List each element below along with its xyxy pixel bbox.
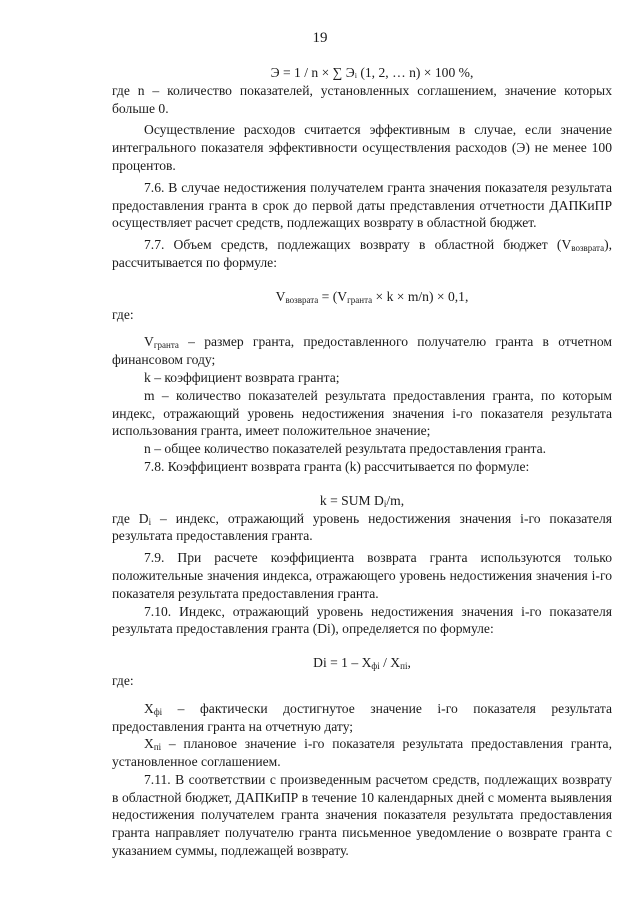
definition-x-plan: $X_{пi}$ – плановое значение i-го показателя результата предоставления гранта, установленное соглашением. <box>112 736 612 770</box>
formula-di: $Di = 1 - X_{фi} / X_{пi}$, <box>313 655 411 672</box>
paragraph-n-definition: где n – количество показателей, установленных соглашением, значение которых больше 0. <box>112 82 612 116</box>
formula-return-volume: $V_{возврата} = (V_{гранта} \times k \times m/n) \times 0,1$, <box>275 288 469 305</box>
paragraph-7-10: 7.10. Индекс, отражающий уровень недостижения значения i-го показателя результата предоставления гранта (Di), определяется по формуле: <box>112 603 612 637</box>
paragraph-7-11: 7.11. В соответствии с произведенным расчетом средств, подлежащих возврату в областной бюджет, ДАПКиПР в течение 10 календарных дней с момента выявления недостижения получателем гранта значения показателя результата предоставления гранта направляет получателю гранта письменное уведомление о возврате гранта с указанием суммы, подлежащей возврату. <box>112 771 612 859</box>
formula-efficiency: Э = 1 / n × ∑ Эᵢ (1, 2, … n) × 100 %, <box>270 65 474 80</box>
paragraph-efficiency-condition: Осуществление расходов считается эффективным в случае, если значение интегрального показателя эффективности осуществления расходов (Э) не менее 100 процентов. <box>112 122 612 173</box>
definition-di: где $D_i$ – индекс, отражающий уровень недостижения значения i-го показателя результата предоставления гранта. <box>112 510 612 544</box>
paragraph-7-9: 7.9. При расчете коэффициента возврата гранта используются только положительные значения индекса, отражающего уровень недостижения значения i-го показателя результата предоставления гранта. <box>112 550 612 601</box>
definition-n: n – общее количество показателей результата предоставления гранта. <box>144 441 547 457</box>
where-label-1: где: <box>112 306 134 322</box>
definition-x-fact: $X_{фi}$ – фактически достигнутое значение i-го показателя результата предоставления гранта на отчетную дату; <box>112 700 612 734</box>
paragraph-7-8: 7.8. Коэффициент возврата гранта (k) рассчитывается по формуле: <box>144 458 530 474</box>
paragraph-7-7: 7.7. Объем средств, подлежащих возврату в областной бюджет $(V_{возврата})$, рассчитывается по формуле: <box>112 237 612 270</box>
paragraph-7-6: 7.6. В случае недостижения получателем гранта значения показателя результата предоставления гранта в срок до первой даты представления отчетности ДАПКиПР осуществляет расчет средств, подлежащих возврату в областной бюджет. <box>112 179 612 231</box>
page-number: 19 <box>312 30 328 46</box>
definition-v-grant: $V_{гранта}$ – размер гранта, предоставленного получателю гранта в отчетном финансовом году; <box>112 334 612 368</box>
definition-m: m – количество показателей результата предоставления гранта, по которым индекс, отражающий уровень недостижения значения i-го показателя результата использования гранта, имеет положительное значение; <box>112 387 612 439</box>
formula-k: k = SUM $D_i/m$, <box>319 492 405 509</box>
where-label-2: где: <box>112 672 134 688</box>
definition-k: k – коэффициент возврата гранта; <box>144 369 340 385</box>
document-body <box>112 64 612 860</box>
